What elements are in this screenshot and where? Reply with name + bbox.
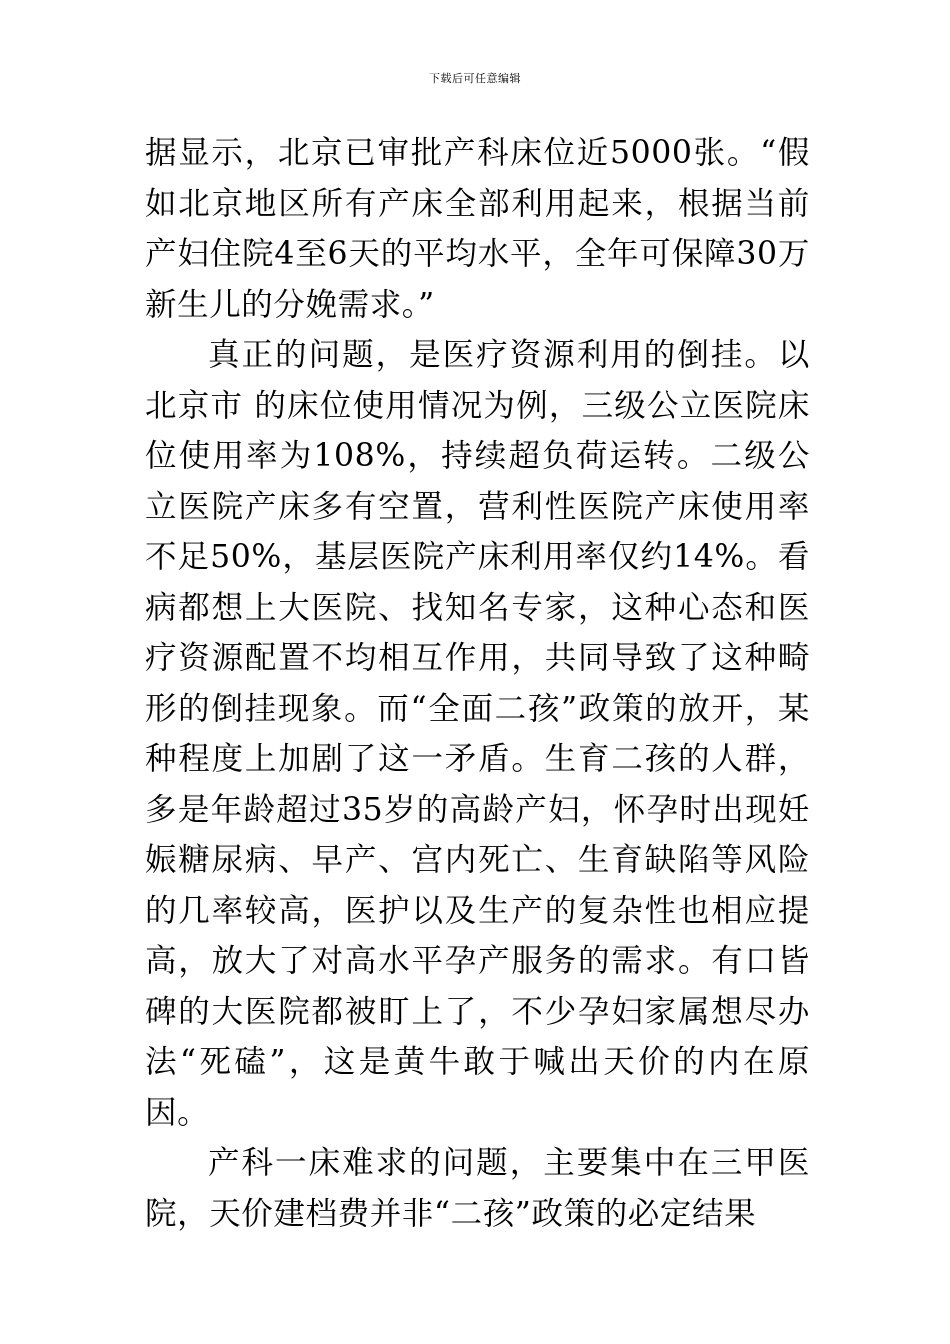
paragraph-1: 据显示，北京已审批产科床位近5000张。“假如北京地区所有产床全部利用起来，根据当前产妇住院4至6天的平均水平，全年可保障30万新生儿的分娩需求。” <box>145 135 810 323</box>
document-body <box>145 128 810 1239</box>
page-header: 下载后可任意编辑 <box>429 72 521 85</box>
paragraph-3: 产科一床难求的问题，主要集中在三甲医院，天价建档费并非“二孩”政策的必定结果 <box>145 1145 810 1232</box>
paragraph-2: 真正的问题，是医疗资源利用的倒挂。以北京市 的床位使用情况为例，三级公立医院床位使用率为108%，持续超负荷运转。二级公立医院产床多有空置，营利性医院产床使用率不足50%，基层医院产床利用率仅约14%。看病都想上大医院、找知名专家，这种心态和医疗资源配置不均相互作用，共同导致了这种畸形的倒挂现象。而“全面二孩”政策的放开，某种程度上加剧了这一矛盾。生育二孩的人群，多是年龄超过35岁的高龄产妇，怀孕时出现妊娠糖尿病、早产、宫内死亡、生育缺陷等风险的几率较高，医护以及生产的复杂性也相应提高，放大了对高水平孕产服务的需求。有口皆碑的大医院都被盯上了，不少孕妇家属想尽办法“死磕”，这是黄牛敢于喊出天价的内在原因。 <box>145 337 810 1131</box>
